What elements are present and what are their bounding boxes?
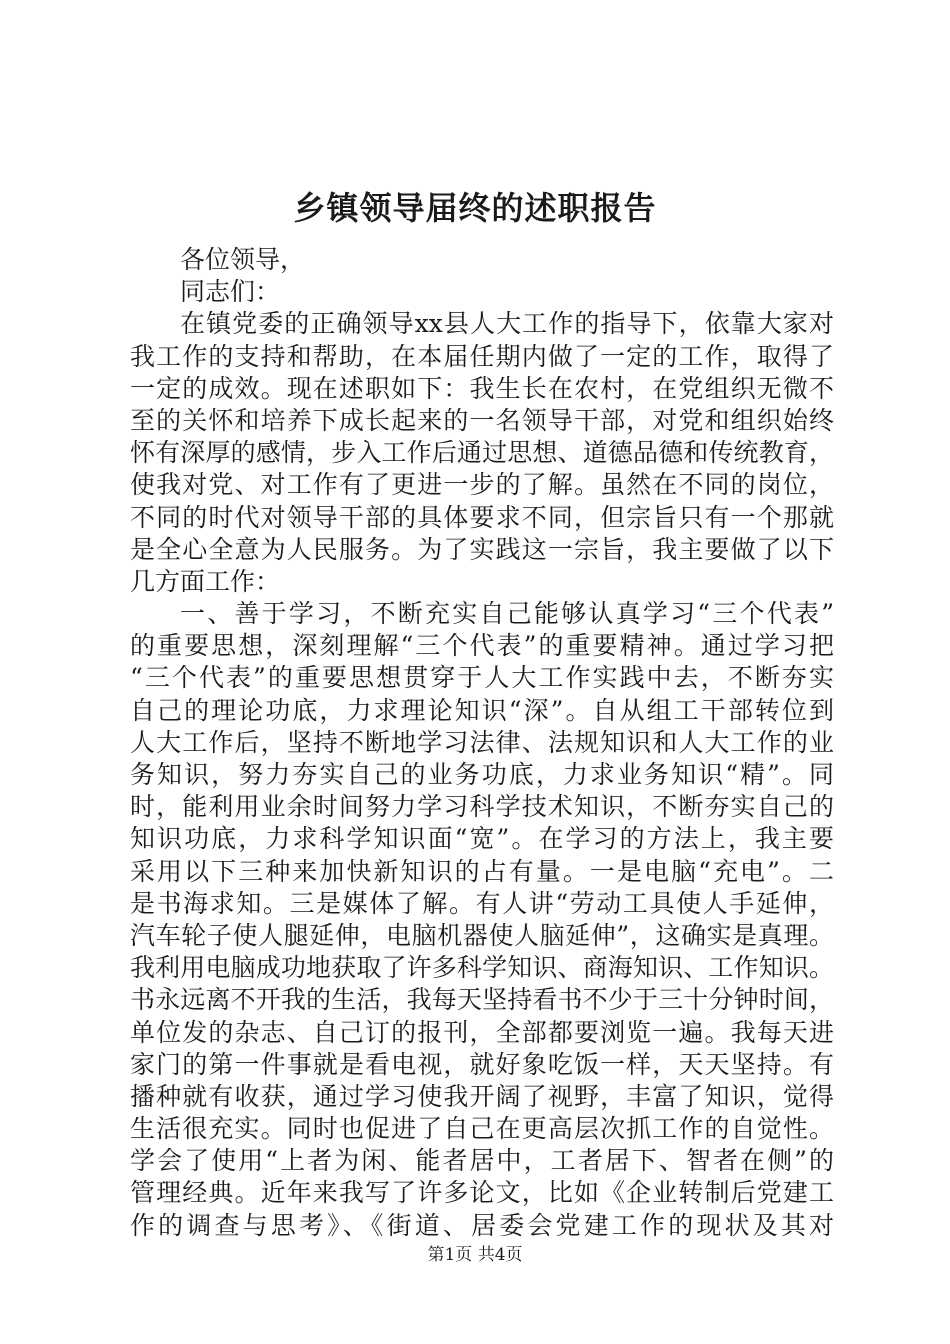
paragraph-line: 知识功底，力求科学知识面“宽”。在学习的方法上，我主要	[130, 824, 834, 854]
paragraph-line: 我工作的支持和帮助，在本届任期内做了一定的工作，取得了	[130, 341, 834, 371]
paragraph-line: 怀有深厚的感情，步入工作后通过思想、道德品德和传统教育，	[130, 438, 834, 468]
document-title: 乡镇领导届终的述职报告	[293, 189, 657, 227]
paragraph-line: 务知识，努力夯实自己的业务功底，力求业务知识“精”。同	[130, 760, 834, 789]
paragraph-line: 人大工作后，坚持不断地学习法律、法规知识和人大工作的业	[130, 727, 834, 757]
paragraph-line: 几方面工作：	[130, 566, 281, 596]
paragraph-line: 作的调查与思考》、《街道、居委会党建工作的现状及其对	[130, 1210, 834, 1240]
salutation-line: 各位领导，	[180, 245, 306, 274]
paragraph-line: 家门的第一件事就是看电视，就好象吃饭一样，天天坚持。有	[130, 1049, 834, 1079]
salutation-line: 同志们：	[180, 277, 281, 307]
paragraph-line: 生活很充实。同时也促进了自己在更高层次抓工作的自觉性。	[130, 1114, 834, 1144]
paragraph-line: 不同的时代对领导干部的具体要求不同，但宗旨只有一个那就	[130, 502, 834, 532]
paragraph-line: 书永远离不开我的生活，我每天坚持看书不少于三十分钟时间，	[130, 985, 834, 1015]
paragraph-line: 单位发的杂志、自己订的报刊，全部都要浏览一遍。我每天进	[130, 1017, 834, 1047]
paragraph-line: 使我对党、对工作有了更进一步的了解。虽然在不同的岗位，	[130, 470, 834, 500]
page-number-footer: 第1页 共4页	[427, 1245, 523, 1265]
paragraph-line: 是全心全意为人民服务。为了实践这一宗旨，我主要做了以下	[130, 534, 834, 564]
paragraph-line: 汽车轮子使人腿延伸，电脑机器使人脑延伸”，这确实是真理。	[130, 920, 834, 950]
paragraph-line: 的重要思想，深刻理解“三个代表”的重要精神。通过学习把	[130, 631, 834, 661]
paragraph-line: 学会了使用“上者为闲、能者居中，工者居下、智者在侧”的	[130, 1146, 834, 1176]
paragraph-line: “三个代表”的重要思想贯穿于人大工作实践中去，不断夯实	[130, 663, 834, 693]
paragraph-line: 一定的成效。现在述职如下：我生长在农村，在党组织无微不	[130, 373, 834, 403]
paragraph-line: 管理经典。近年来我写了许多论文，比如《企业转制后党建工	[130, 1178, 834, 1208]
paragraph-line: 时，能利用业余时间努力学习科学技术知识，不断夯实自己的	[130, 792, 834, 822]
paragraph-line: 播种就有收获，通过学习使我开阔了视野，丰富了知识，觉得	[130, 1081, 834, 1111]
paragraph-line: 至的关怀和培养下成长起来的一名领导干部，对党和组织始终	[130, 405, 834, 435]
paragraph-line: 一、善于学习，不断充实自己能够认真学习“三个代表”	[180, 599, 834, 629]
paragraph-line: 在镇党委的正确领导xx县人大工作的指导下，依靠大家对	[180, 309, 834, 339]
paragraph-line: 采用以下三种来加快新知识的占有量。一是电脑“充电”。二	[130, 856, 834, 886]
document-body	[130, 244, 834, 1242]
paragraph-line: 是书海求知。三是媒体了解。有人讲“劳动工具使人手延伸，	[130, 888, 834, 918]
paragraph-line: 自己的理论功底，力求理论知识“深”。自从组工干部转位到	[130, 695, 834, 725]
paragraph-line: 我利用电脑成功地获取了许多科学知识、商海知识、工作知识。	[130, 953, 834, 983]
